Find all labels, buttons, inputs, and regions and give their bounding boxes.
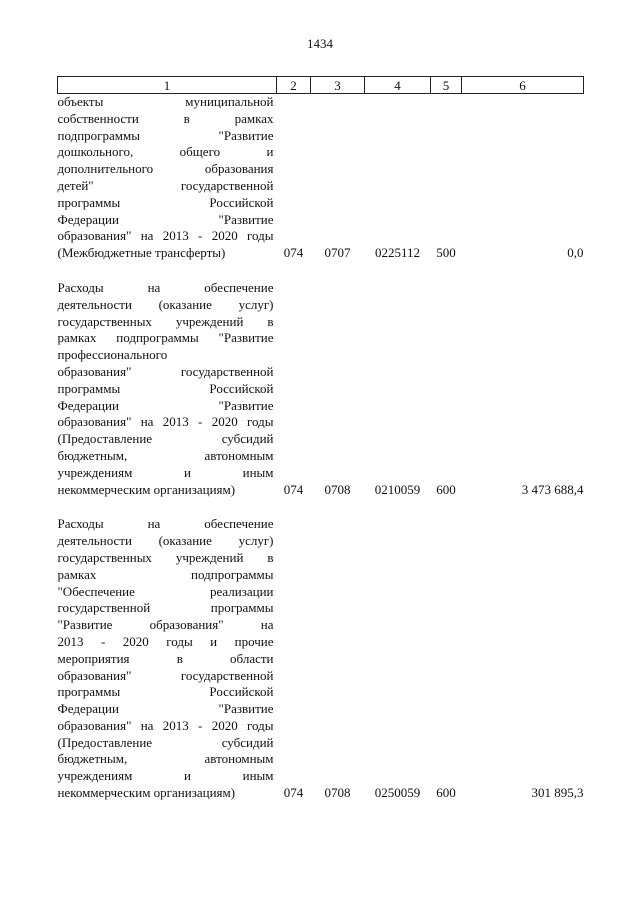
description-line: образования" на 2013 - 2020 годы <box>57 717 274 733</box>
table-row <box>58 94 584 263</box>
description-line: государственных учреждений в <box>57 549 274 565</box>
row-amount: 0,0 <box>567 245 584 261</box>
row-ministry-code: 074 <box>283 785 304 801</box>
description-line: Федерации "Развитие <box>57 397 274 413</box>
row-expense-type: 600 <box>436 481 456 497</box>
row-amount: 3 473 688,4 <box>521 481 584 497</box>
row-description <box>58 94 277 263</box>
description-line: 2013 - 2020 годы и прочие <box>57 633 274 649</box>
description-line: мероприятия в области <box>57 650 274 666</box>
description-line: деятельности (оказание услуг) <box>57 533 274 549</box>
row-description <box>58 516 277 803</box>
budget-table <box>57 76 584 803</box>
description-line: профессионального <box>57 347 168 363</box>
description-line: учреждениям и иным <box>57 768 274 784</box>
description-line: Федерации "Развитие <box>57 701 274 717</box>
page-number: 1434 <box>307 36 333 51</box>
description-line: образования" государственной <box>57 363 274 379</box>
row-amount: 301 895,3 <box>531 785 584 801</box>
description-line: (Межбюджетные трансферты) <box>57 245 226 261</box>
description-line: рамках подпрограммы "Развитие <box>57 330 274 346</box>
description-line: Расходы на обеспечение <box>57 516 274 532</box>
description-line: (Предоставление субсидий <box>57 734 274 750</box>
table-header <box>58 77 584 94</box>
row-target-code: 0225112 <box>374 245 421 261</box>
description-line: собственности в рамках <box>57 110 274 126</box>
description-line: "Обеспечение реализации <box>57 583 274 599</box>
description-line: дополнительного образования <box>57 161 274 177</box>
row-spacer <box>58 263 584 280</box>
column-header-6: 6 <box>462 77 584 94</box>
description-line: некоммерческим организациям) <box>57 481 236 497</box>
description-line: некоммерческим организациям) <box>57 785 236 801</box>
column-header-1: 1 <box>58 77 277 94</box>
row-spacer <box>58 499 584 516</box>
description-line: Федерации "Развитие <box>57 211 274 227</box>
column-header-2: 2 <box>277 77 311 94</box>
description-line: учреждениям и иным <box>57 464 274 480</box>
description-line: "Развитие образования" на <box>57 617 274 633</box>
row-section-code: 0707 <box>324 245 351 261</box>
row-section-code: 0708 <box>324 481 351 497</box>
description-line: Расходы на обеспечение <box>57 279 274 295</box>
description-line: образования" государственной <box>57 667 274 683</box>
table-body <box>58 94 584 803</box>
table-row <box>58 280 584 499</box>
description-line: рамках подпрограммы <box>57 566 274 582</box>
description-line: государственной программы <box>57 600 274 616</box>
column-header-5: 5 <box>431 77 462 94</box>
description-line: программы Российской <box>57 684 274 700</box>
row-ministry-code: 074 <box>283 245 304 261</box>
description-line: бюджетным, автономным <box>57 751 274 767</box>
row-expense-type: 500 <box>436 245 456 261</box>
row-target-code: 0210059 <box>374 481 421 497</box>
description-line: дошкольного, общего и <box>57 144 274 160</box>
description-line: подпрограммы "Развитие <box>57 127 274 143</box>
description-line: деятельности (оказание услуг) <box>57 296 274 312</box>
description-line: программы Российской <box>57 194 274 210</box>
row-section-code: 0708 <box>324 785 351 801</box>
description-line: (Предоставление субсидий <box>57 431 274 447</box>
description-line: бюджетным, автономным <box>57 447 274 463</box>
description-line: образования" на 2013 - 2020 годы <box>57 414 274 430</box>
description-line: объекты муниципальной <box>57 94 274 109</box>
column-header-4: 4 <box>365 77 431 94</box>
row-ministry-code: 074 <box>283 481 304 497</box>
description-line: программы Российской <box>57 380 274 396</box>
description-line: детей" государственной <box>57 177 274 193</box>
row-expense-type: 600 <box>436 785 456 801</box>
description-line: государственных учреждений в <box>57 313 274 329</box>
column-header-3: 3 <box>311 77 365 94</box>
description-line: образования" на 2013 - 2020 годы <box>57 228 274 244</box>
row-description <box>58 280 277 499</box>
row-target-code: 0250059 <box>374 785 421 801</box>
table-row <box>58 516 584 803</box>
